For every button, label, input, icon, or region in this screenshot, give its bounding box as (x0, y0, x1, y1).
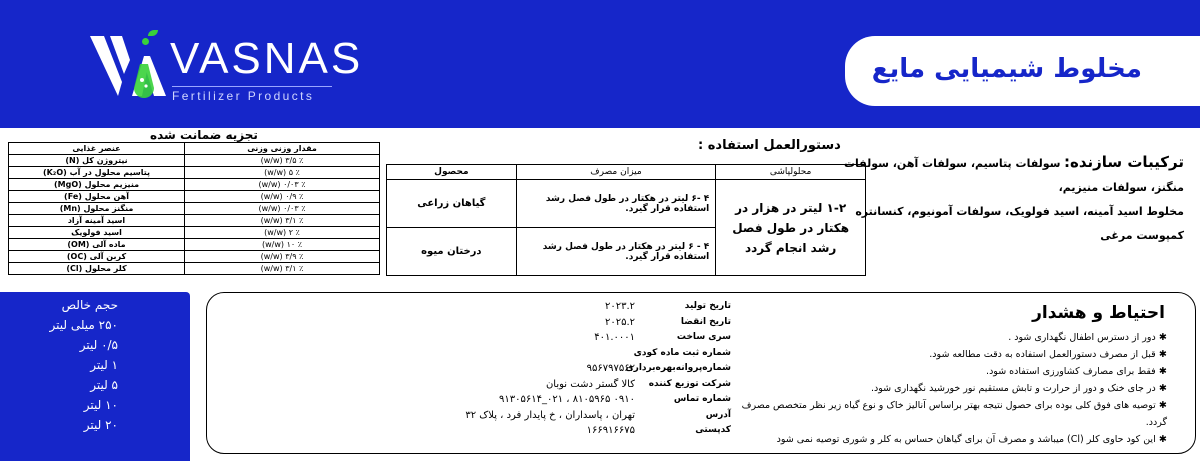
meta-label: شرکت توزیع کننده (648, 378, 731, 389)
usage-title: دستورالعمل استفاده : (698, 138, 841, 153)
meta-label: شماره ثبت ماده کودی (633, 347, 731, 358)
meta-label: آدرس (705, 409, 731, 420)
composition-label: ترکیبات سازنده: (1063, 153, 1184, 171)
brand-name: VASNAS (170, 34, 364, 83)
table-row (9, 203, 380, 215)
meta-value (423, 346, 635, 362)
volume-item: ۲۵۰ میلی لیتر (49, 318, 118, 332)
meta-value: ۱۶۶۹۱۶۶۷۵ (586, 425, 635, 436)
list-item (727, 397, 1167, 431)
meta-value: ۰۹۱۰ ۸۱۰۵۹۶۵ ، ۰۲۱_۹۱۳۰۵۶۱۴ (499, 394, 635, 405)
usage-header-product: محصول (387, 165, 517, 180)
composition-line-1: سولفات پتاسیم، سولفات آهن، سولفات منگنز، سولفات منیزیم، (843, 157, 1184, 194)
element-cell: اسید فولویک (9, 227, 185, 239)
usage-foliar-cell: ۱-۲ لیتر در هزار در هکتار در طول فصل رشد انجام گردد (716, 180, 866, 276)
element-cell: ماده آلی (OM) (9, 239, 185, 251)
meta-labels (625, 299, 731, 439)
analysis-header-element: عنصر غذایی (9, 143, 185, 155)
usage-dose-cell: ۴ -۶ لیتر در هکتار در طول فصل رشد استفاده قرار گیرد. (516, 180, 716, 228)
analysis-title: تجزیه ضمانت شده (150, 128, 258, 142)
list-item (727, 346, 1167, 363)
warning-list (727, 329, 1167, 448)
meta-value: ۴۰۱.۰۰۰۱ (594, 332, 635, 343)
analysis-header-amount: مقدار وزنی وزنی (185, 143, 380, 155)
amount-cell: ٪ ۵ (w/w) (185, 167, 380, 179)
analysis-table (8, 142, 380, 275)
usage-table (386, 164, 866, 276)
volume-item: ۵ لیتر (90, 378, 118, 392)
table-row (9, 167, 380, 179)
meta-value: ۲۰۲۳.۲ (604, 301, 635, 312)
table-row (9, 251, 380, 263)
volume-box (0, 292, 190, 461)
meta-label: سری ساخت (676, 332, 731, 342)
table-row (9, 239, 380, 251)
volume-item: ۱۰ لیتر (83, 398, 118, 412)
amount-cell: ٪ ۲ (w/w) (185, 227, 380, 239)
amount-cell: ٪ ۳/۱ (w/w) (185, 263, 380, 275)
element-cell: منگنز محلول (Mn) (9, 203, 185, 215)
composition-line-2: مخلوط اسید آمینه، اسید فولویک، سولفات آمونیوم، کنسانتره کمپوست مرغی (855, 205, 1184, 242)
list-item (727, 380, 1167, 397)
warning-text: دور از دسترس اطفال نگهداری شود . (1008, 332, 1156, 343)
element-cell: کربن آلی (OC) (9, 251, 185, 263)
amount-cell: ٪ ۱۰ (w/w) (185, 239, 380, 251)
list-item (727, 431, 1167, 448)
amount-cell: ٪ ۳/۱ (w/w) (185, 215, 380, 227)
brand-logo (88, 26, 364, 106)
table-row (9, 179, 380, 191)
asterisk-icon: ✱ (1155, 349, 1167, 360)
element-cell: پتاسیم محلول در آب (K₂O) (9, 167, 185, 179)
meta-label: کدپستی (695, 425, 731, 435)
warning-text: در جای خنک و دور از حرارت و تابش مستقیم نور خورشید نگهداری شود. (871, 383, 1156, 394)
table-row (9, 215, 380, 227)
element-cell: آهن محلول (Fe) (9, 191, 185, 203)
product-title: مخلوط شیمیایی مایع (871, 54, 1142, 84)
info-box (206, 292, 1196, 454)
table-row (9, 155, 380, 167)
warning-text: قبل از مصرف دستورالعمل استفاده به دقت مطالعه شود. (929, 349, 1156, 360)
amount-cell: ٪ ۳/۹ (w/w) (185, 251, 380, 263)
table-row (9, 227, 380, 239)
table-row (9, 191, 380, 203)
asterisk-icon: ✱ (1155, 332, 1167, 343)
warning-title: احتیاط و هشدار (1032, 303, 1165, 323)
header-banner (0, 0, 1200, 128)
asterisk-icon: ✱ (1155, 434, 1167, 445)
amount-cell: ٪ ۰/۹ (w/w) (185, 191, 380, 203)
element-cell: نیتروژن کل (N) (9, 155, 185, 167)
amount-cell: ٪ ۰/۰۳ (w/w) (185, 179, 380, 191)
meta-label: شماره تماس (673, 394, 731, 404)
amount-cell: ٪ ۳/۵ (w/w) (185, 155, 380, 167)
meta-label: تاریخ انقضا (680, 316, 731, 327)
volume-item: ۰/۵ لیتر (79, 338, 118, 352)
meta-label: تاریخ تولید (684, 301, 731, 311)
element-cell: منیزیم محلول (MgO) (9, 179, 185, 191)
asterisk-icon: ✱ (1155, 366, 1167, 377)
meta-value: تهران ، پاسداران ، خ پایدار فرد ، پلاک ۳۲ (465, 409, 635, 421)
usage-header-foliar: محلولپاشی (716, 165, 866, 180)
table-row (387, 180, 866, 228)
usage-header-dose: میزان مصرف (516, 165, 716, 180)
usage-product-cell: درختان میوه (387, 228, 517, 276)
logo-mark-icon (88, 30, 168, 100)
asterisk-icon: ✱ (1155, 383, 1167, 394)
warning-text: این کود حاوی کلر (Cl) میباشد و مصرف آن برای گیاهان حساس به کلر و شوری توصیه نمی شود (776, 434, 1156, 445)
warning-text: توصیه های فوق کلی بوده برای حصول نتیجه بهتر براساس آنالیز خاک و نوع گیاه زیر نظر متخصص مصرف گردد. (741, 400, 1167, 428)
volume-title: حجم خالص (61, 298, 118, 312)
table-row (9, 263, 380, 275)
list-item (727, 363, 1167, 380)
element-cell: اسید آمینه آزاد (9, 215, 185, 227)
volume-item: ۲۰ لیتر (83, 418, 118, 432)
asterisk-icon: ✱ (1155, 400, 1167, 411)
element-cell: کلر محلول (Cl) (9, 263, 185, 275)
meta-value: کالا گستر دشت نوبان (545, 378, 635, 390)
composition-block (824, 150, 1184, 248)
amount-cell: ٪ ۰/۰۳ (w/w) (185, 203, 380, 215)
meta-values (423, 299, 635, 439)
volume-item: ۱ لیتر (90, 358, 118, 372)
warning-text: فقط برای مصارف کشاورزی استفاده شود. (986, 366, 1156, 377)
usage-dose-cell: ۴ - ۶ لیتر در هکتار در طول فصل رشد استفاده قرار گیرد. (516, 228, 716, 276)
list-item (727, 329, 1167, 346)
meta-value: ۲۰۲۵.۲ (604, 316, 635, 328)
usage-product-cell: گیاهان زراعی (387, 180, 517, 228)
brand-subtitle: Fertilizer Products (172, 86, 332, 103)
meta-value: ۹۵۶۷۹۷۵۶۲ (586, 363, 635, 374)
meta-label: شماره‌پروانه‌بهره‌برداری (625, 363, 731, 373)
